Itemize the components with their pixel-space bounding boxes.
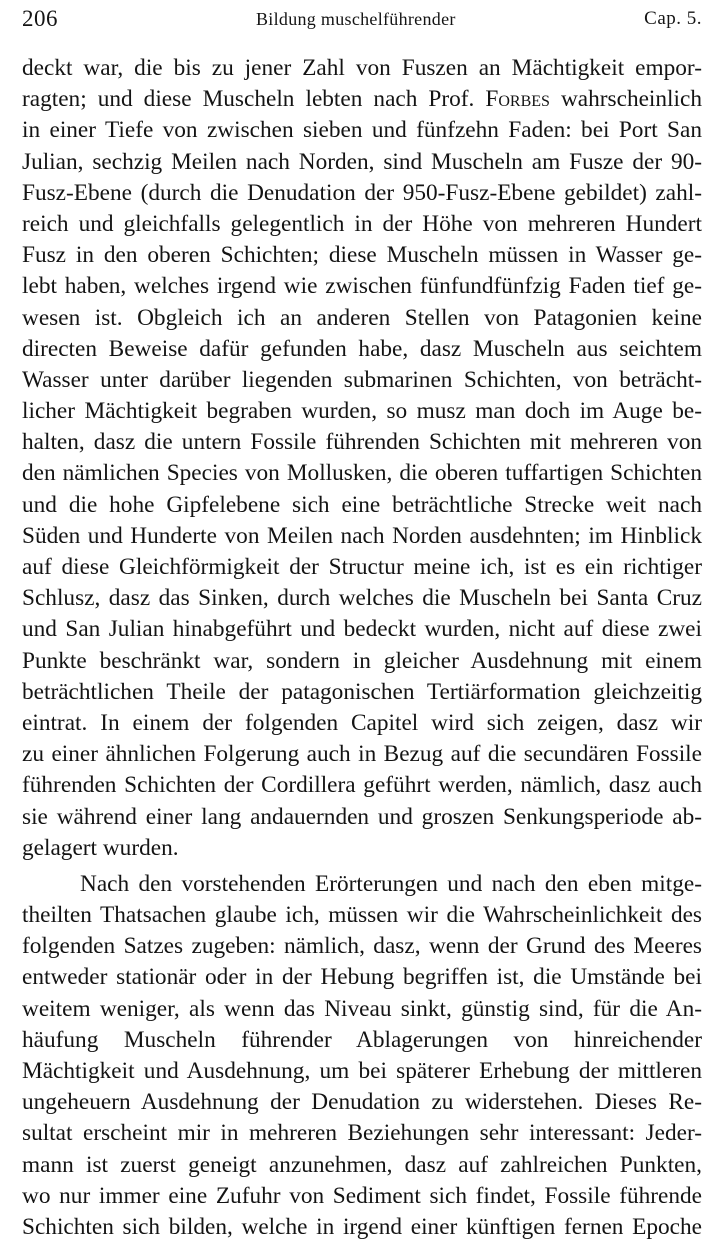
body-text [22,53,702,1243]
text-line: deckt war, die bis zu jener Zahl von Fuszen an Mächtigkeit empor- [22,55,702,81]
text-line: directen Beweise dafür gefunden habe, dasz Muscheln aus seichtem [22,335,702,362]
text-line: auf diese Gleichförmigkeit der Structur meine ich, ist es ein richtiger [22,554,702,580]
text-line: Schichten sich bilden, welche in irgend einer künftigen fernen Epoche [22,1213,702,1240]
text-line: Fusz in den oberen Schichten; diese Muscheln müssen in Wasser ge- [22,242,702,269]
text-line: häufung Muscheln führender Ablagerungen von hinreichender [22,1026,702,1053]
text-line: Fusz-Ebene (durch die Denudation der 950-Fusz-Ebene gebildet) zahl- [22,179,702,206]
text-line: theilten Thatsachen glaube ich, müssen wir die Wahrscheinlichkeit des [22,902,702,929]
paragraph-1 [22,53,702,864]
text-line: folgenden Satzes zugeben: nämlich, dasz, wenn der Grund des Meeres [22,933,702,960]
text-line: Julian, sechzig Meilen nach Norden, sind Muscheln am Fusze der 90- [22,148,702,175]
text-line: zu einer ähnlichen Folgerung auch in Bezug auf die secundären Fossile [22,741,702,768]
text-line: entweder stationär oder in der Hebung begriffen ist, die Umstände bei [22,964,702,991]
text-line: licher Mächtigkeit begraben wurden, so musz man doch im Auge be- [22,398,702,425]
text-line: und die hohe Gipfelebene sich eine beträchtliche Strecke weit nach [22,491,702,518]
text-line: Schlusz, dasz das Sinken, durch welches die Muscheln bei Santa Cruz [22,585,702,612]
page-number: 206 [22,6,58,31]
text-line: führenden Schichten der Cordillera geführt werden, nämlich, dasz auch [22,772,702,799]
text-line: Mächtigkeit und Ausdehnung, um bei späterer Erhebung der mittleren [22,1058,702,1084]
text-line: eintrat. In einem der folgenden Capitel wird sich zeigen, dasz wir [22,709,702,736]
text-line: ragten; und diese Muscheln lebten nach Prof. Forbes wahrscheinlich [22,86,702,113]
text-line: mann ist zuerst geneigt anzunehmen, dasz auf zahlreichen Punkten, [22,1151,702,1178]
text-line: und San Julian hinabgeführt und bedeckt wurden, nicht auf diese zwei [22,616,702,643]
text-line: Nach den vorstehenden Erörterungen und nach den eben mitge- [80,870,702,897]
text-line: wo nur immer eine Zufuhr von Sediment sich findet, Fossile führende [22,1182,702,1209]
running-title: Bildung muschelführender [256,9,456,29]
page-header [22,6,702,36]
text-line: gelagert wurden. [22,834,179,861]
chapter-label: Cap. 5. [644,8,702,29]
text-line: reich und gleichfalls gelegentlich in der Höhe von mehreren Hundert [22,210,702,237]
paragraph-2 [22,869,702,1243]
text-line: den nämlichen Species von Mollusken, die oberen tuffartigen Schichten [22,460,702,487]
text-line: beträchtlichen Theile der patagonischen Tertiärformation gleichzeitig [22,678,702,705]
text-line: halten, dasz die untern Fossile führenden Schichten mit mehreren von [22,429,702,456]
text-line: wesen ist. Obgleich ich an anderen Stellen von Patagonien keine [22,304,702,331]
text-line: sultat erscheint mir in mehreren Beziehungen sehr interessant: Jeder- [22,1120,702,1147]
author-name: Forbes [485,86,550,113]
text-line: Punkte beschränkt war, sondern in gleicher Ausdehnung mit einem [22,647,702,674]
text-line: lebt haben, welches irgend wie zwischen fünfundfünfzig Faden tief ge- [22,273,702,300]
text-line: in einer Tiefe von zwischen sieben und fünfzehn Faden: bei Port San [22,117,702,144]
text-line: Süden und Hunderte von Meilen nach Norden ausdehnten; im Hinblick [22,522,702,549]
text-line: weitem weniger, als wenn das Niveau sinkt, günstig sind, für die An- [22,995,702,1022]
text-line: ungeheuern Ausdehnung der Denudation zu widerstehen. Dieses Re- [22,1089,702,1116]
text-line: Wasser unter darüber liegenden submarinen Schichten, von beträcht- [22,366,702,393]
text-line: sie während einer lang andauernden und groszen Senkungsperiode ab- [22,803,702,830]
